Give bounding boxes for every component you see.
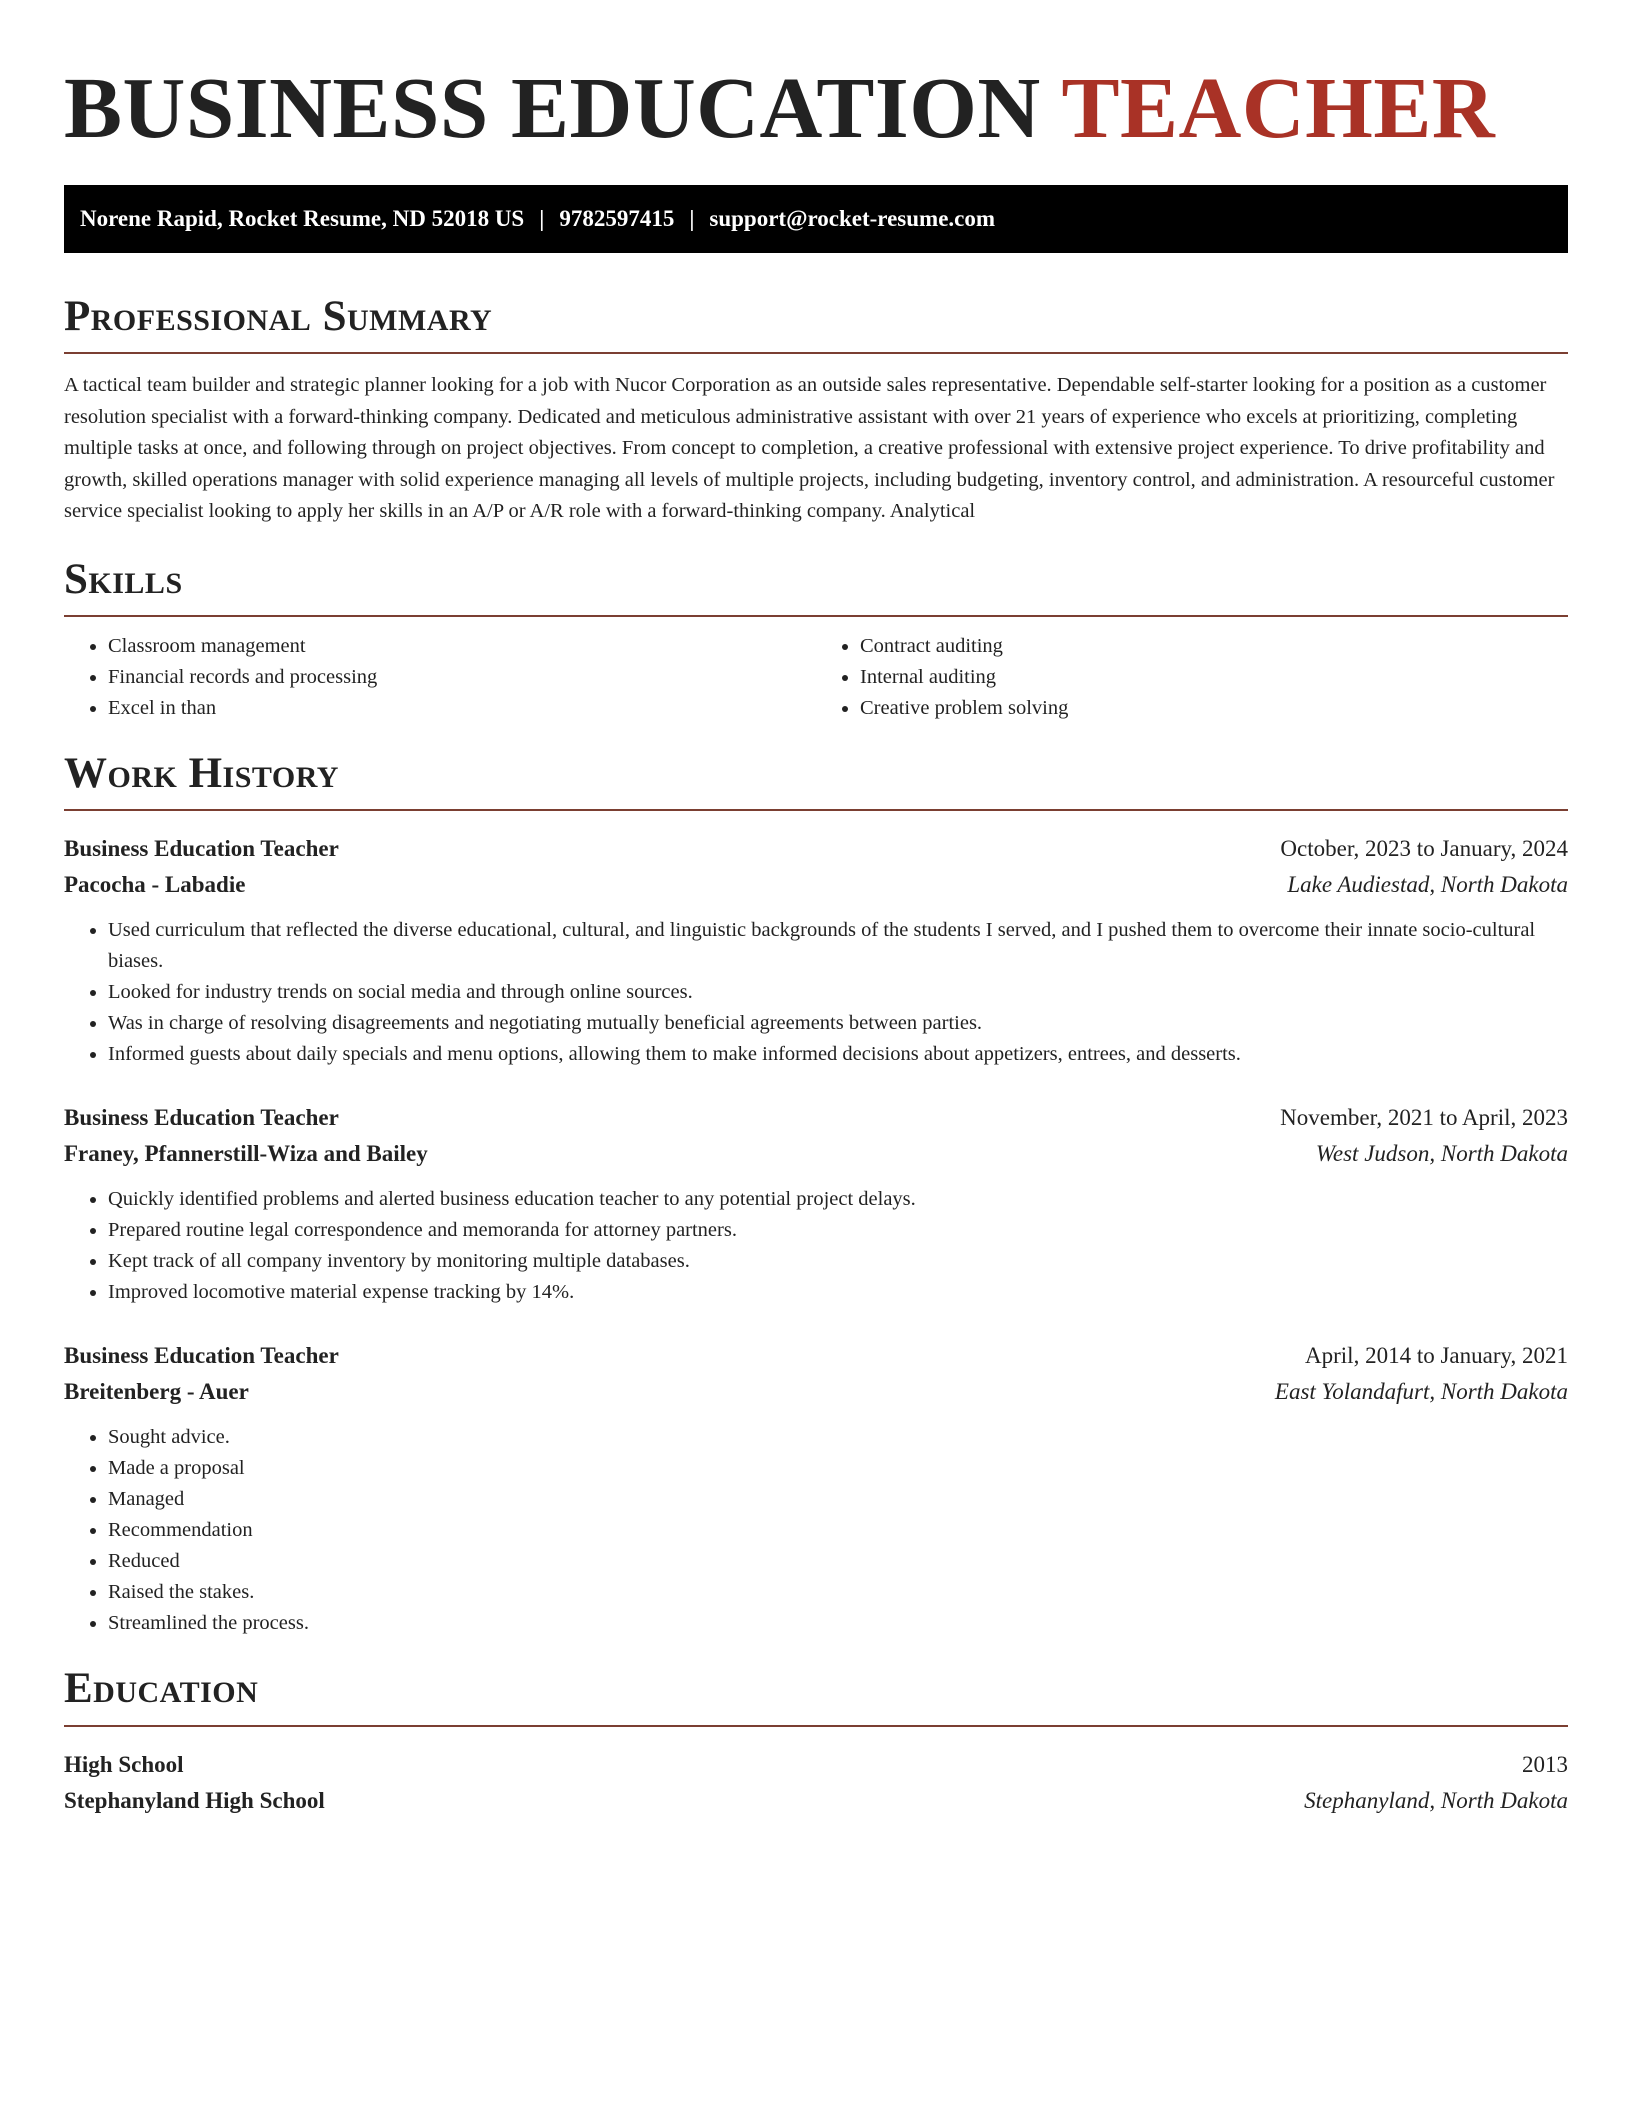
skills-list-right — [816, 631, 1568, 724]
job-title: Business Education Teacher — [64, 1343, 339, 1369]
job-bullet: • Managed — [108, 1484, 1568, 1515]
job-bullet: • Quickly identified problems and alerted business education teacher to any potential project delays. — [108, 1184, 1568, 1215]
job-bullet: • Used curriculum that reflected the diverse educational, cultural, and linguistic backgrounds of the students I served, and I pushed them to overcome their innate socio-cultural biases. — [108, 915, 1568, 977]
job-header-row — [64, 831, 1568, 867]
job-bullet: • Improved locomotive material expense tracking by 14%. — [108, 1277, 1568, 1308]
work-history-section — [64, 750, 1568, 1639]
title-accent: TEACHER — [1061, 59, 1496, 156]
section-divider — [64, 615, 1568, 617]
job-bullet: • Was in charge of resolving disagreements and negotiating mutually beneficial agreements between parties. — [108, 1008, 1568, 1039]
education-location: Stephanyland, North Dakota — [1304, 1787, 1568, 1813]
education-year: 2013 — [1522, 1751, 1568, 1777]
job-header-row — [64, 1100, 1568, 1136]
education-entry — [64, 1747, 1568, 1819]
job-location: West Judson, North Dakota — [1315, 1141, 1568, 1167]
skill-item: • Financial records and processing — [108, 662, 816, 693]
contact-address: Norene Rapid, Rocket Resume, ND 52018 US — [80, 206, 525, 231]
education-degree: High School — [64, 1751, 184, 1777]
section-heading: Professional Summary — [64, 293, 493, 340]
skill-item: • Creative problem solving — [860, 693, 1568, 724]
education-school-row — [64, 1783, 1568, 1819]
education-school: Stephanyland High School — [64, 1787, 325, 1813]
skills-columns — [64, 631, 1568, 724]
contact-bar — [64, 185, 1568, 253]
job-dates: April, 2014 to January, 2021 — [1305, 1343, 1568, 1369]
job-company-row — [64, 867, 1568, 903]
job-company: Breitenberg - Auer — [64, 1379, 249, 1405]
skills-section — [64, 556, 1568, 724]
education-section — [64, 1665, 1568, 1818]
summary-text: A tactical team builder and strategic planner looking for a job with Nucor Corporation as an outside sales representative. Dependable self-starter looking for a position as a customer resolution specialist with a forward-thinking company. Dedicated and meticulous administrative assistant with over 21 years of experience who excels at prioritizing, completing multiple tasks at once, and following through on project objectives. From concept to completion, a creative professional with extensive project experience. To drive profitability and growth, skilled operations manager with solid experience managing all levels of multiple projects, including budgeting, inventory control, and administration. A resourceful customer service specialist looking to apply her skills in an A/P or A/R role with a forward-thinking company. Analytical — [64, 374, 1555, 523]
job-title: Business Education Teacher — [64, 836, 339, 862]
job-company-row — [64, 1136, 1568, 1172]
job-entry — [64, 1100, 1568, 1308]
job-bullets — [64, 915, 1568, 1070]
skill-item: • Internal auditing — [860, 662, 1568, 693]
section-heading: Education — [64, 1665, 259, 1713]
skill-item: • Contract auditing — [860, 631, 1568, 662]
job-dates: October, 2023 to January, 2024 — [1280, 836, 1568, 862]
job-header-row — [64, 1338, 1568, 1374]
section-divider — [64, 809, 1568, 811]
job-company-row — [64, 1374, 1568, 1410]
job-bullets — [64, 1422, 1568, 1639]
education-header-row — [64, 1747, 1568, 1783]
job-company: Franey, Pfannerstill-Wiza and Bailey — [64, 1141, 428, 1167]
job-bullet: • Kept track of all company inventory by monitoring multiple databases. — [108, 1246, 1568, 1277]
job-bullet: • Streamlined the process. — [108, 1608, 1568, 1639]
job-bullet: • Recommendation — [108, 1515, 1568, 1546]
job-company: Pacocha - Labadie — [64, 872, 246, 898]
skills-list-left — [64, 631, 816, 724]
job-bullet: • Informed guests about daily specials and menu options, allowing them to make informed decisions about appetizers, entrees, and desserts. — [108, 1039, 1568, 1070]
contact-phone: 9782597415 — [559, 206, 675, 231]
resume-title — [64, 56, 1568, 156]
job-bullet: • Reduced — [108, 1546, 1568, 1577]
job-bullet: • Sought advice. — [108, 1422, 1568, 1453]
job-dates: November, 2021 to April, 2023 — [1280, 1105, 1568, 1131]
title-main: BUSINESS EDUCATION — [64, 59, 1041, 156]
job-entry — [64, 1338, 1568, 1639]
section-heading: Skills — [64, 555, 183, 603]
section-heading: Work History — [64, 750, 339, 798]
job-bullet: • Prepared routine legal correspondence and memoranda for attorney partners. — [108, 1215, 1568, 1246]
job-title: Business Education Teacher — [64, 1105, 339, 1131]
contact-separator: | — [539, 206, 545, 231]
skill-item: • Classroom management — [108, 631, 816, 662]
contact-separator: | — [689, 206, 695, 231]
job-bullets — [64, 1184, 1568, 1308]
job-bullet: • Made a proposal — [108, 1453, 1568, 1484]
contact-email: support@rocket-resume.com — [709, 206, 996, 231]
job-location: Lake Audiestad, North Dakota — [1287, 872, 1568, 898]
job-bullet: • Raised the stakes. — [108, 1577, 1568, 1608]
job-entry — [64, 831, 1568, 1070]
section-divider — [64, 352, 1568, 354]
job-bullet: • Looked for industry trends on social media and through online sources. — [108, 977, 1568, 1008]
job-location: East Yolandafurt, North Dakota — [1274, 1379, 1568, 1405]
summary-section — [64, 293, 1568, 528]
section-divider — [64, 1725, 1568, 1727]
skill-item: • Excel in than — [108, 693, 816, 724]
